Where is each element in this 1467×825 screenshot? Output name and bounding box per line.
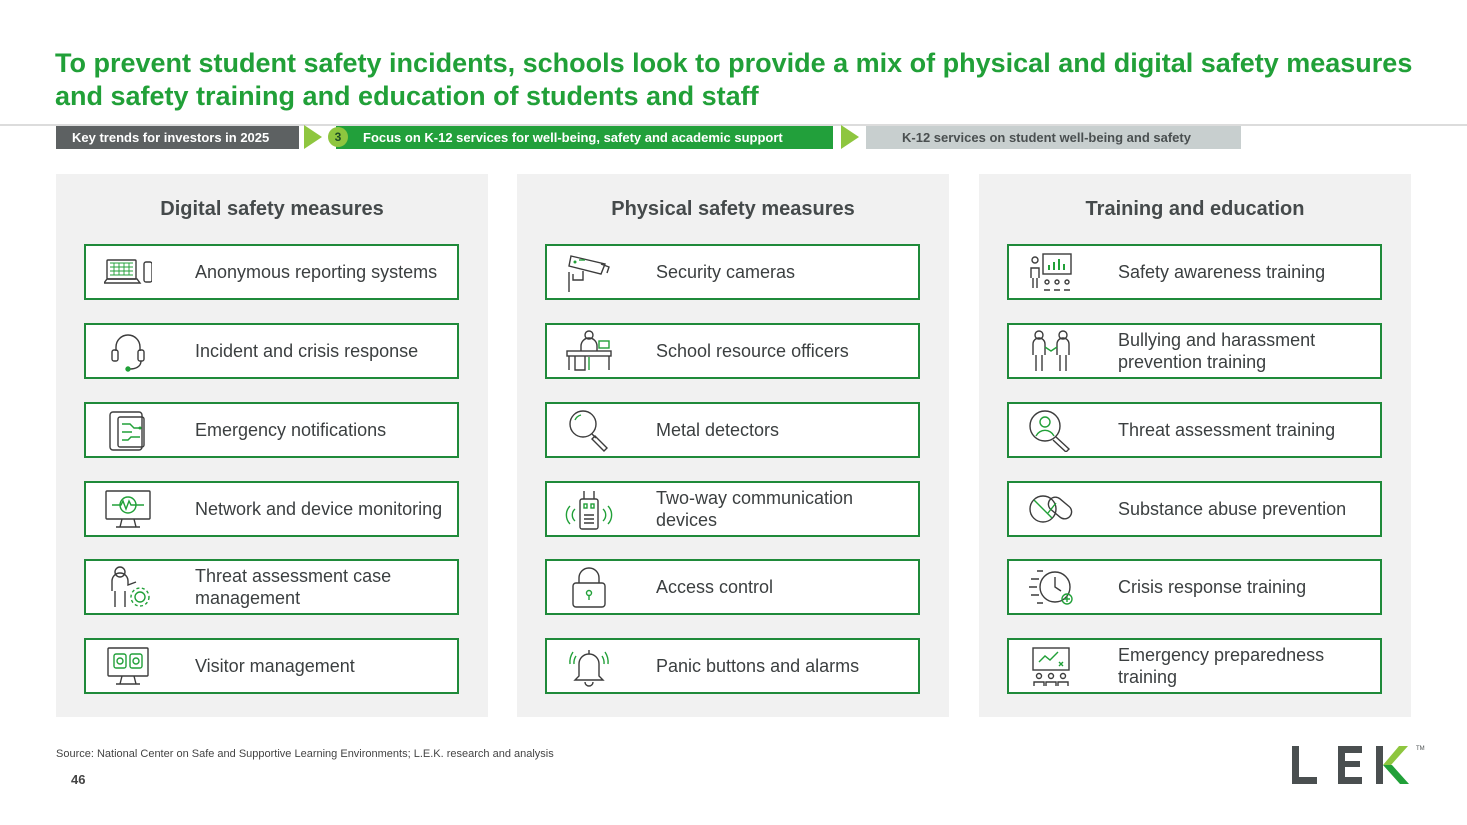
item-label: Crisis response training: [1118, 577, 1307, 597]
alarm-bell-icon: [565, 644, 613, 688]
monitor-badges-icon: [104, 644, 152, 688]
list-item: [1007, 323, 1382, 379]
panel-physical-safety: [517, 174, 949, 717]
padlock-icon: [565, 565, 613, 609]
item-label: Anonymous reporting systems: [195, 262, 438, 282]
item-label: Two-way communication devices: [656, 488, 854, 530]
item-label: Incident and crisis response: [195, 341, 419, 361]
pills-icon: [1027, 487, 1075, 531]
item-label: Emergency preparedness training: [1118, 645, 1325, 687]
step-number-badge: 3: [328, 127, 348, 147]
list-item: [84, 481, 459, 537]
breadcrumb-arrow-icon: [304, 125, 322, 149]
item-label: Safety awareness training: [1118, 262, 1326, 282]
item-label: Visitor management: [195, 656, 355, 676]
list-item: [1007, 481, 1382, 537]
list-item: [84, 323, 459, 379]
list-item: [1007, 244, 1382, 300]
clock-fast-icon: [1027, 565, 1075, 609]
item-label: Network and device monitoring: [195, 499, 443, 519]
board-audience-icon: [1027, 644, 1075, 688]
list-item: [84, 559, 459, 615]
magnifier-icon: [565, 408, 613, 452]
tablet-circuit-icon: [104, 408, 152, 452]
list-item: [545, 559, 920, 615]
breadcrumb-arrow-icon: [841, 125, 859, 149]
list-item: [545, 323, 920, 379]
source-note: Source: National Center on Safe and Supportive Learning Environments; L.E.K. research and analysis: [56, 748, 554, 760]
breadcrumb-step-2[interactable]: Focus on K-12 services for well-being, safety and academic support: [336, 126, 833, 149]
item-label: Metal detectors: [656, 420, 780, 440]
officer-desk-icon: [565, 329, 613, 373]
page-number: 46: [71, 772, 86, 787]
two-people-icon: [1027, 329, 1075, 373]
item-label: Bullying and harassment prevention training: [1118, 330, 1316, 372]
svg-text:TM: TM: [1416, 746, 1425, 752]
item-label: Emergency notifications: [195, 420, 387, 440]
panel-title: Physical safety measures: [611, 198, 855, 220]
presentation-audience-icon: [1027, 250, 1075, 294]
list-item: [1007, 559, 1382, 615]
page-title: To prevent student safety incidents, schools look to provide a mix of physical and digital safety measures and safety training and education of students and staff: [55, 48, 1413, 111]
panel-digital-safety: [56, 174, 488, 717]
list-item: [545, 244, 920, 300]
list-item: [545, 481, 920, 537]
person-search-icon: [1027, 408, 1075, 452]
list-item: [84, 402, 459, 458]
panel-training-education: [979, 174, 1411, 717]
item-label: Security cameras: [656, 262, 796, 282]
item-label: Substance abuse prevention: [1118, 499, 1347, 519]
list-item: [545, 638, 920, 694]
walkie-talkie-icon: [565, 487, 613, 531]
panel-title: Training and education: [1085, 198, 1305, 220]
item-label: Panic buttons and alarms: [656, 656, 860, 676]
panel-title: Digital safety measures: [160, 198, 384, 220]
breadcrumb-step-1[interactable]: Key trends for investors in 2025: [56, 126, 299, 149]
breadcrumb-step-3[interactable]: K-12 services on student well-being and safety: [866, 126, 1241, 149]
laptop-phone-icon: [104, 250, 152, 294]
list-item: [545, 402, 920, 458]
list-item: [84, 638, 459, 694]
item-label: Threat assessment case management: [195, 566, 392, 608]
list-item: [84, 244, 459, 300]
headset-icon: [104, 329, 152, 373]
item-label: School resource officers: [656, 341, 849, 361]
lek-logo: [1290, 740, 1425, 788]
person-gear-icon: [104, 565, 152, 609]
item-label: Threat assessment training: [1118, 420, 1336, 440]
item-label: Access control: [656, 577, 774, 597]
list-item: [1007, 402, 1382, 458]
list-item: [1007, 638, 1382, 694]
monitor-pulse-icon: [104, 487, 152, 531]
security-camera-icon: [565, 250, 613, 294]
